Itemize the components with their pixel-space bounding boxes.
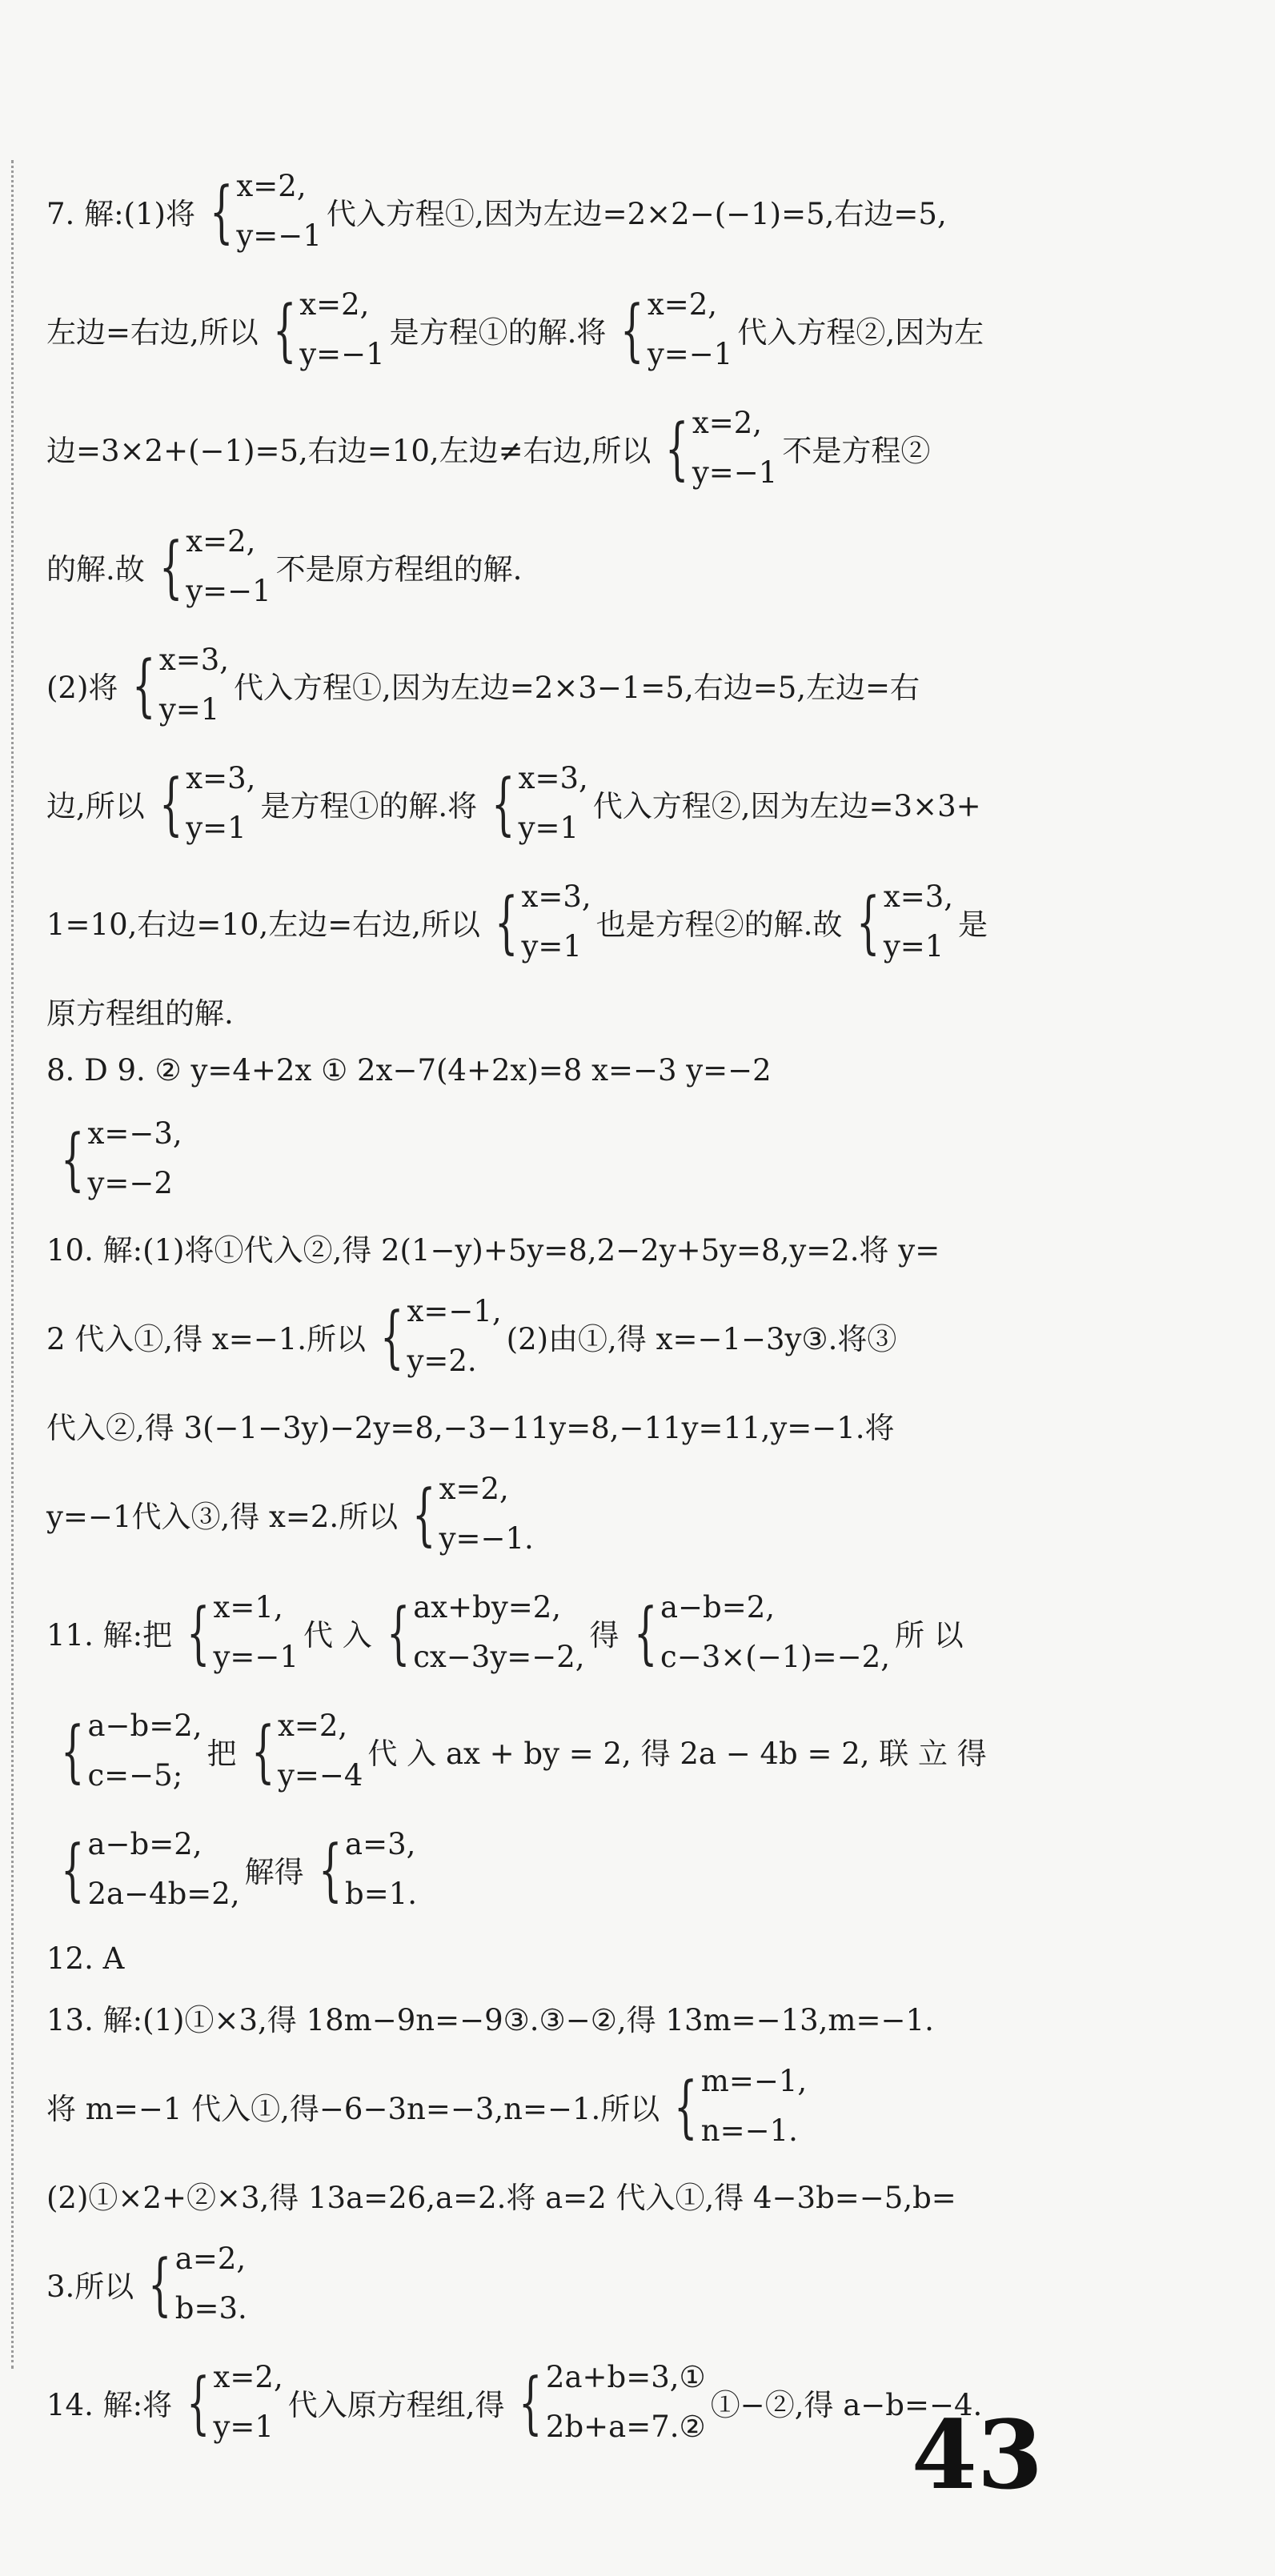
- equation: y=−4: [277, 1758, 363, 1793]
- equation-system: [509, 2353, 705, 2452]
- brace-icon: {: [186, 1593, 210, 1672]
- p12-line-1: [46, 1929, 1087, 1988]
- equation: x=2,: [647, 287, 718, 322]
- equation-system: [242, 1701, 363, 1801]
- equation: x=2,: [236, 169, 307, 203]
- brace-icon: {: [61, 1830, 85, 1909]
- equation-system: [485, 872, 591, 972]
- equation: a=2,: [174, 2241, 247, 2276]
- text: 11. 解:把: [46, 1618, 173, 1653]
- equation: x=2,: [213, 2360, 283, 2394]
- equation: a−b=2,: [87, 1827, 202, 1861]
- brace-icon: {: [519, 2363, 543, 2442]
- text: 代入方程①,因为左边=2×3−1=5,右边=5,左边=右: [234, 671, 920, 705]
- equation: x=−3,: [87, 1116, 182, 1151]
- p7-line-6: [46, 744, 1087, 863]
- brace-icon: {: [251, 1712, 275, 1790]
- brace-icon: {: [633, 1593, 657, 1672]
- equation: x=2,: [186, 524, 256, 559]
- text: 7. 解:(1)将: [46, 197, 195, 231]
- brace-icon: {: [272, 290, 297, 369]
- equation: x=3,: [186, 761, 256, 795]
- p13-line-1: [46, 1988, 1087, 2047]
- equation: x=3,: [521, 879, 591, 914]
- p8-line-1: [46, 1040, 1087, 1100]
- p11-line-1: [46, 1573, 1087, 1692]
- text: 也是方程②的解.故: [595, 907, 843, 942]
- equation: x=1,: [213, 1590, 283, 1625]
- equation: c=−5;: [87, 1758, 183, 1793]
- brace-icon: {: [380, 1297, 404, 1376]
- p10-line-3: [46, 1396, 1087, 1455]
- brace-icon: {: [209, 172, 234, 250]
- p7-line-3: [46, 389, 1087, 507]
- text: 的解.故: [46, 552, 145, 587]
- equation: ax+by=2,: [413, 1590, 562, 1625]
- equation: x=2,: [439, 1472, 509, 1506]
- equation: y=−1: [692, 455, 778, 490]
- text: 是方程①的解.将: [260, 789, 478, 823]
- text: (2)①×2+②×3,得 13a=26,a=2.将 a=2 代入①,得 4−3b=−5,b=: [46, 2181, 956, 2215]
- text: 10. 解:(1)将①代入②,得 2(1−y)+5y=8,2−2y+5y=8,y=2.将 y=: [46, 1233, 940, 1268]
- equation: x=2,: [299, 287, 370, 322]
- p7-line-5: [46, 626, 1087, 744]
- text: 3.所以: [46, 2270, 134, 2304]
- equation: x=2,: [692, 406, 763, 440]
- equation: y=1: [186, 811, 247, 845]
- p10-line-4: [46, 1455, 1087, 1573]
- equation: a−b=2,: [87, 1709, 202, 1743]
- equation: y=1: [518, 811, 579, 845]
- equation-system: [377, 1583, 585, 1682]
- text: 是方程①的解.将: [389, 315, 607, 350]
- text: 1=10,右边=10,左边=右边,所以: [46, 907, 480, 942]
- brace-icon: {: [674, 2067, 698, 2145]
- p7-line-2: [46, 270, 1087, 389]
- p7-line-4: [46, 507, 1087, 626]
- equation: y=−1: [299, 337, 385, 371]
- text: 12. A: [46, 1941, 125, 1976]
- brace-icon: {: [665, 409, 689, 487]
- equation: x=3,: [158, 643, 230, 677]
- p9-system-line: [46, 1100, 1087, 1218]
- brace-icon: {: [318, 1830, 343, 1909]
- equation-system: [309, 1820, 417, 1919]
- text: 代 入 ax + by = 2, 得 2a − 4b = 2, 联 立 得: [367, 1737, 987, 1771]
- equation: y=1: [158, 692, 220, 727]
- text: 边,所以: [46, 789, 145, 823]
- equation: y=1: [213, 2410, 274, 2444]
- equation: cx−3y=−2,: [413, 1640, 585, 1674]
- text: (2)由①,得 x=−1−3y③.将③: [506, 1322, 897, 1356]
- p13-line-4: [46, 2225, 1087, 2343]
- equation-system: [656, 399, 777, 498]
- equation: b=1.: [345, 1877, 418, 1911]
- text: ①−②,得 a−b=−4.: [710, 2388, 983, 2422]
- equation-system: [138, 2234, 247, 2334]
- equation-system: [624, 1583, 890, 1682]
- text: 是: [958, 907, 988, 942]
- equation-system: [847, 872, 953, 972]
- p10-line-1: [46, 1218, 1087, 1277]
- equation: y=−1.: [439, 1521, 534, 1556]
- margin-dotted-line: [11, 160, 14, 2369]
- brace-icon: {: [495, 883, 519, 961]
- brace-icon: {: [856, 883, 880, 961]
- equation: y=2.: [407, 1344, 477, 1378]
- equation-system: [371, 1287, 502, 1386]
- equation: y=−2: [87, 1166, 173, 1200]
- p7-line-8: [46, 981, 1087, 1040]
- equation-system: [150, 517, 271, 616]
- text: 不是原方程组的解.: [275, 552, 523, 587]
- equation: y=−1: [647, 337, 733, 371]
- equation: x=3,: [883, 879, 954, 914]
- equation: m=−1,: [700, 2064, 808, 2098]
- equation-system: [200, 162, 322, 261]
- p7-line-7: [46, 863, 1087, 981]
- equation-system: [664, 2057, 807, 2156]
- text: 14. 解:将: [46, 2388, 173, 2422]
- equation-system: [51, 1820, 240, 1919]
- equation: b=3.: [174, 2291, 247, 2326]
- equation: c−3×(−1)=−2,: [660, 1640, 890, 1674]
- equation: y=−1: [186, 574, 271, 608]
- text: (2)将: [46, 671, 118, 705]
- equation: y=1: [521, 929, 582, 963]
- text: 把: [206, 1737, 237, 1771]
- p13-line-2: [46, 2047, 1087, 2165]
- text: 边=3×2+(−1)=5,右边=10,左边≠右边,所以: [46, 434, 652, 468]
- equation: x=−1,: [407, 1294, 502, 1328]
- equation-system: [177, 2353, 283, 2452]
- text: 解得: [244, 1855, 304, 1889]
- brace-icon: {: [412, 1475, 436, 1553]
- text: 代入方程②,因为左: [737, 315, 984, 350]
- brace-icon: {: [386, 1593, 411, 1672]
- equation-system: [482, 754, 588, 853]
- p10-line-2: [46, 1277, 1087, 1396]
- equation: x=2,: [277, 1709, 348, 1743]
- text: 左边=右边,所以: [46, 315, 259, 350]
- brace-icon: {: [158, 527, 183, 606]
- text: 所 以: [895, 1618, 964, 1653]
- equation: a=3,: [345, 1827, 416, 1861]
- brace-icon: {: [61, 1120, 85, 1198]
- equation-system: [122, 635, 229, 735]
- equation: 2b+a=7.②: [545, 2410, 706, 2444]
- equation: a−b=2,: [660, 1590, 776, 1625]
- equation: 2a−4b=2,: [87, 1877, 240, 1911]
- text: 将 m=−1 代入①,得−6−3n=−3,n=−1.所以: [46, 2092, 660, 2126]
- equation-system: [403, 1464, 534, 1564]
- equation: 2a+b=3,①: [545, 2360, 706, 2394]
- text: y=−1代入③,得 x=2.所以: [46, 1500, 399, 1534]
- text: 代入方程①,因为左边=2×2−(−1)=5,右边=5,: [326, 197, 947, 231]
- equation-system: [150, 754, 256, 853]
- text: 代入②,得 3(−1−3y)−2y=8,−3−11y=8,−11y=11,y=−1.将: [46, 1411, 895, 1445]
- text: 代入原方程组,得: [287, 2388, 505, 2422]
- text: 代 入: [303, 1618, 372, 1653]
- equation: y=−1: [213, 1640, 299, 1674]
- text: 原方程组的解.: [46, 996, 234, 1031]
- brace-icon: {: [186, 2363, 210, 2442]
- brace-icon: {: [158, 764, 183, 843]
- page-number: 43: [911, 2399, 1043, 2510]
- p11-line-3: [46, 1810, 1087, 1929]
- equation-system: [177, 1583, 299, 1682]
- p11-line-2: [46, 1692, 1087, 1810]
- equation: n=−1.: [700, 2113, 798, 2148]
- equation-system: [611, 280, 732, 379]
- brace-icon: {: [148, 2245, 172, 2323]
- equation: x=3,: [518, 761, 588, 795]
- equation-system: [263, 280, 385, 379]
- text: 代入方程②,因为左边=3×3+: [592, 789, 981, 823]
- text: 13. 解:(1)①×3,得 18m−9n=−9③.③−②,得 13m=−13,m=−1.: [46, 2003, 934, 2037]
- text: 不是方程②: [782, 434, 931, 468]
- brace-icon: {: [491, 764, 515, 843]
- p13-line-3: [46, 2165, 1087, 2225]
- text: 8. D 9. ② y=4+2x ① 2x−7(4+2x)=8 x=−3 y=−2: [46, 1052, 772, 1088]
- equation: y=1: [883, 929, 944, 963]
- p7-line-1: [46, 152, 1087, 270]
- equation-system: [51, 1109, 182, 1208]
- brace-icon: {: [61, 1712, 85, 1790]
- equation-system: [51, 1701, 202, 1801]
- brace-icon: {: [132, 646, 156, 724]
- equation: y=−1: [236, 218, 322, 253]
- text: 2 代入①,得 x=−1.所以: [46, 1322, 366, 1356]
- brace-icon: {: [620, 290, 644, 369]
- text: 得: [589, 1618, 619, 1653]
- solution-content: [46, 152, 1087, 2462]
